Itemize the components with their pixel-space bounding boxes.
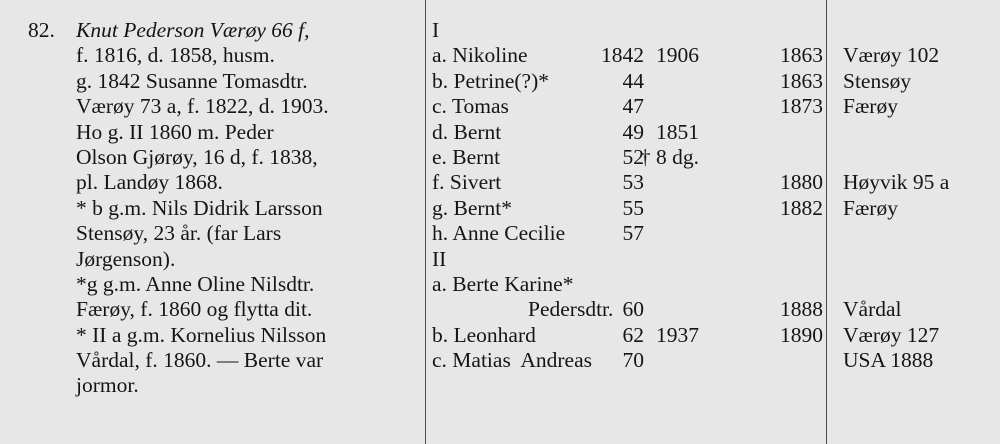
child-place: Værøy 102 [843, 43, 940, 68]
child-died: 1906 [656, 43, 699, 68]
child-place [843, 221, 993, 246]
entry-line: g. 1842 Susanne Tomasdtr. [76, 68, 308, 93]
entry-line: jormor. [76, 373, 139, 398]
child-places [843, 18, 993, 373]
child-married: 1890 [780, 322, 823, 347]
child-name: c. Matias Andreas [432, 348, 593, 373]
child-row [430, 69, 825, 94]
entry-line: * II a g.m. Kornelius Nilsson [76, 322, 327, 347]
child-died: † 8 dg. [639, 144, 699, 169]
child-place: Stensøy [843, 68, 912, 93]
child-died: 1937 [656, 322, 699, 347]
entry-line: f. 1816, d. 1858, husm. [76, 43, 275, 68]
child-born: 52 [622, 144, 644, 169]
entry-line: Jørgenson). [76, 246, 176, 271]
child-married: 1863 [780, 43, 823, 68]
child-row [430, 348, 825, 373]
entry-line [28, 18, 423, 43]
child-married: 1863 [780, 68, 823, 93]
child-name: II [432, 246, 447, 271]
entry-line: pl. Landøy 1868. [76, 170, 223, 195]
child-row [430, 297, 825, 322]
child-born: 49 [622, 119, 644, 144]
child-name: h. Anne Cecilie [432, 221, 566, 246]
child-place: Færøy [843, 94, 898, 119]
child-name: a. Berte Karine* [432, 271, 574, 296]
child-married: 1882 [780, 195, 823, 220]
child-born: 57 [622, 221, 644, 246]
child-row [430, 170, 825, 195]
child-name: d. Bernt [432, 119, 502, 144]
child-name: b. Petrine(?)* [432, 68, 550, 93]
child-row [430, 145, 825, 170]
child-row [430, 196, 825, 221]
child-place: Værøy 127 [843, 322, 940, 347]
child-died: 1851 [656, 119, 699, 144]
column-divider-left [425, 0, 426, 444]
child-name: I [432, 18, 440, 42]
children-table [430, 18, 825, 373]
child-married: 1888 [780, 297, 823, 322]
child-row [430, 43, 825, 68]
column-divider-right [826, 0, 827, 444]
child-name: g. Bernt* [432, 195, 513, 220]
child-married: 1880 [780, 170, 823, 195]
child-place: Færøy [843, 195, 898, 220]
entry-line: Stensøy, 23 år. (far Lars [76, 221, 282, 246]
child-married: 1873 [780, 94, 823, 119]
child-born: 1842 [601, 43, 644, 68]
child-place: Vårdal [843, 297, 902, 322]
child-place: Høyvik 95 a [843, 170, 950, 195]
child-born: 55 [622, 195, 644, 220]
child-row [430, 323, 825, 348]
child-name: f. Sivert [432, 170, 502, 195]
entry-line: *g g.m. Anne Oline Nilsdtr. [76, 271, 315, 296]
entry-line: Ho g. II 1860 m. Peder [76, 119, 274, 144]
child-place [843, 18, 993, 43]
child-row [430, 94, 825, 119]
entry-line: Olson Gjørøy, 16 d, f. 1838, [76, 144, 318, 169]
child-row [430, 272, 825, 297]
child-place [843, 120, 993, 145]
entry-person-name: Knut Pederson Værøy 66 f, [76, 18, 310, 42]
entry-line: * b g.m. Nils Didrik Larsson [76, 195, 323, 220]
entry-line: Færøy, f. 1860 og flytta dit. [76, 297, 313, 322]
child-name: b. Leonhard [432, 322, 536, 347]
child-name: e. Bernt [432, 144, 501, 169]
child-born: 44 [622, 68, 644, 93]
child-name: Pedersdtr. [528, 297, 614, 322]
child-born: 62 [622, 322, 644, 347]
child-place [843, 272, 993, 297]
child-born: 70 [622, 348, 644, 373]
child-place [843, 247, 993, 272]
person-entry [28, 18, 423, 399]
child-born: 60 [622, 297, 644, 322]
child-born: 47 [622, 94, 644, 119]
child-place: USA 1888 [843, 348, 934, 373]
entry-line: Vårdal, f. 1860. — Berte var [76, 348, 324, 373]
child-name: a. Nikoline [432, 43, 528, 68]
entry-number: 82. [28, 18, 55, 42]
child-row [430, 18, 825, 43]
child-name: c. Tomas [432, 94, 509, 119]
child-place [843, 145, 993, 170]
child-born: 53 [622, 170, 644, 195]
child-row [430, 221, 825, 246]
child-row [430, 247, 825, 272]
child-row [430, 120, 825, 145]
entry-line: Værøy 73 a, f. 1822, d. 1903. [76, 94, 329, 119]
